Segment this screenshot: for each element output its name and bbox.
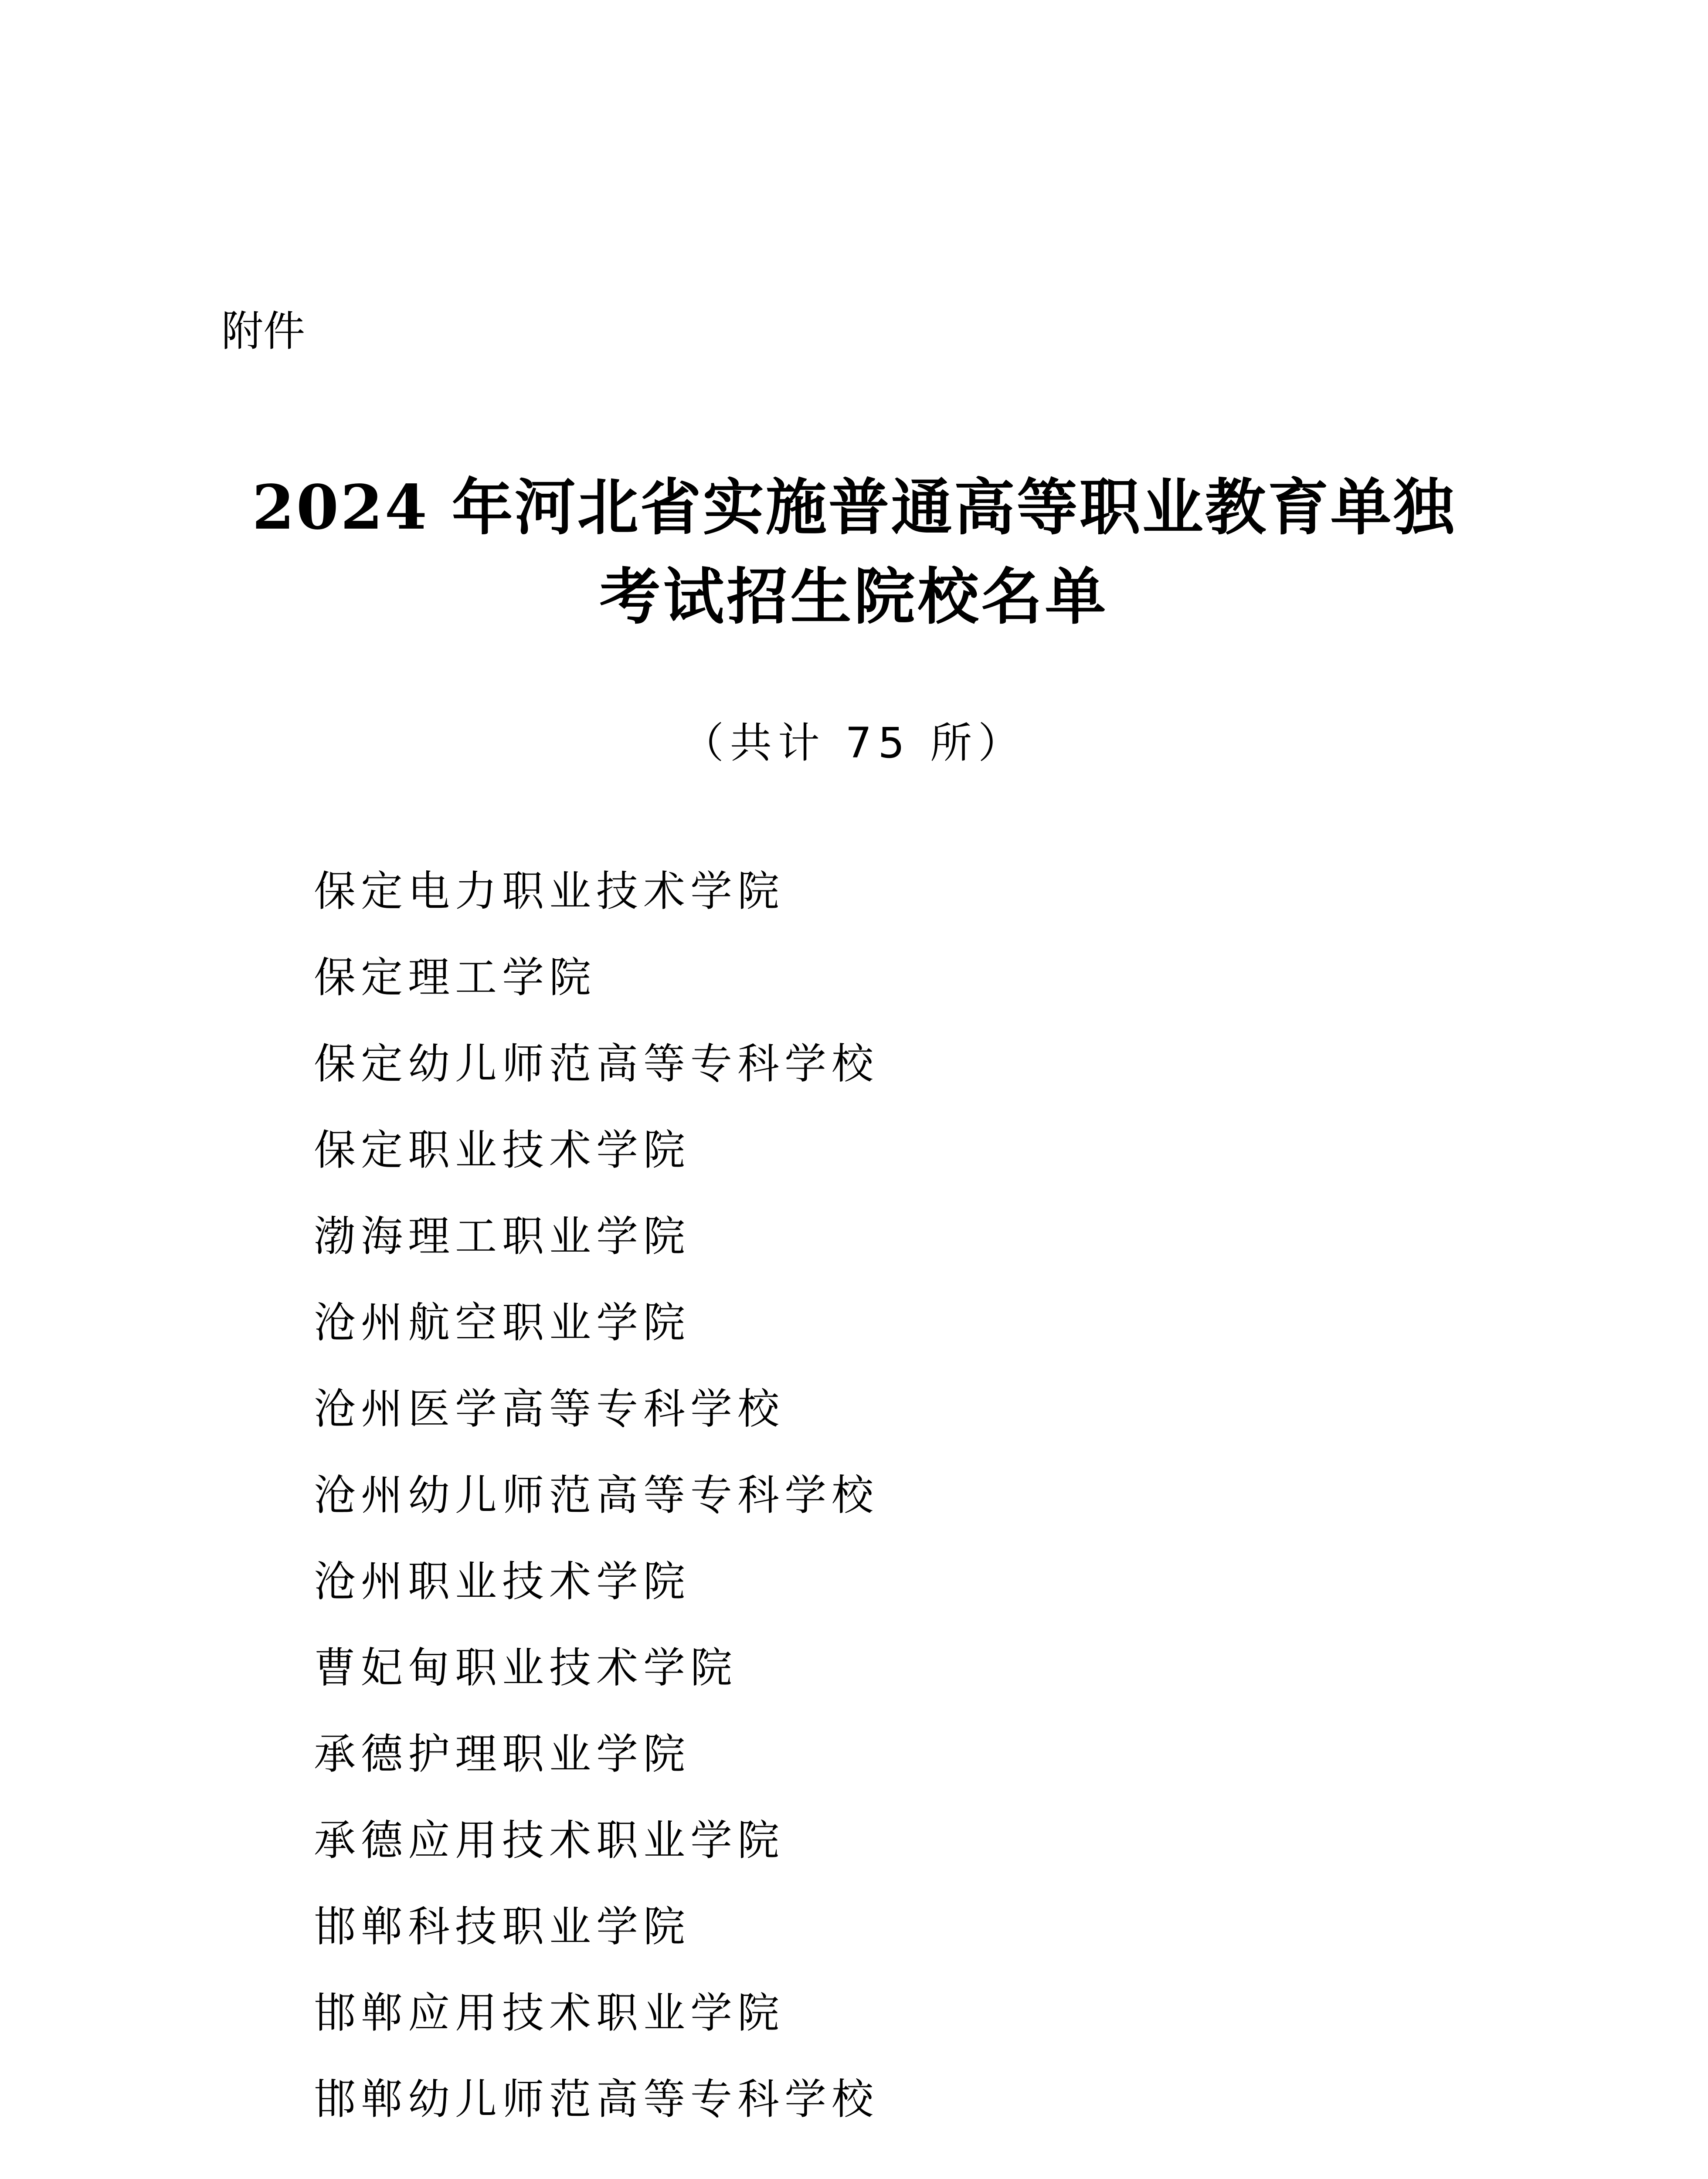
school-list-item: 邯郸科技职业学院 (314, 1902, 690, 1951)
school-list-item: 邯郸应用技术职业学院 (314, 1989, 784, 2037)
document-title-line-2: 考试招生院校名单 (599, 561, 1109, 633)
school-list (314, 865, 879, 2159)
school-list-item: 承德护理职业学院 (314, 1730, 690, 1778)
school-list-item: 沧州医学高等专科学校 (314, 1385, 784, 1433)
attachment-label: 附件 (221, 307, 305, 356)
school-list-item: 保定幼儿师范高等专科学校 (314, 1039, 879, 1088)
school-list-item: 沧州航空职业学院 (314, 1298, 690, 1347)
school-count-note: （共计 75 所） (682, 719, 1026, 767)
school-list-item: 保定理工学院 (314, 953, 596, 1002)
document-title-line-1: 2024 年河北省实施普通高等职业教育单独 (252, 472, 1456, 543)
school-list-item: 邯郸幼儿师范高等专科学校 (314, 2075, 879, 2124)
school-list-item: 渤海理工职业学院 (314, 1212, 690, 1261)
school-list-item: 曹妃甸职业技术学院 (314, 1643, 737, 1692)
school-list-item: 沧州职业技术学院 (314, 1557, 690, 1606)
school-list-item: 沧州幼儿师范高等专科学校 (314, 1471, 879, 1520)
school-list-item: 承德应用技术职业学院 (314, 1816, 784, 1865)
school-list-item: 保定职业技术学院 (314, 1126, 690, 1174)
school-list-item: 保定电力职业技术学院 (314, 867, 784, 916)
